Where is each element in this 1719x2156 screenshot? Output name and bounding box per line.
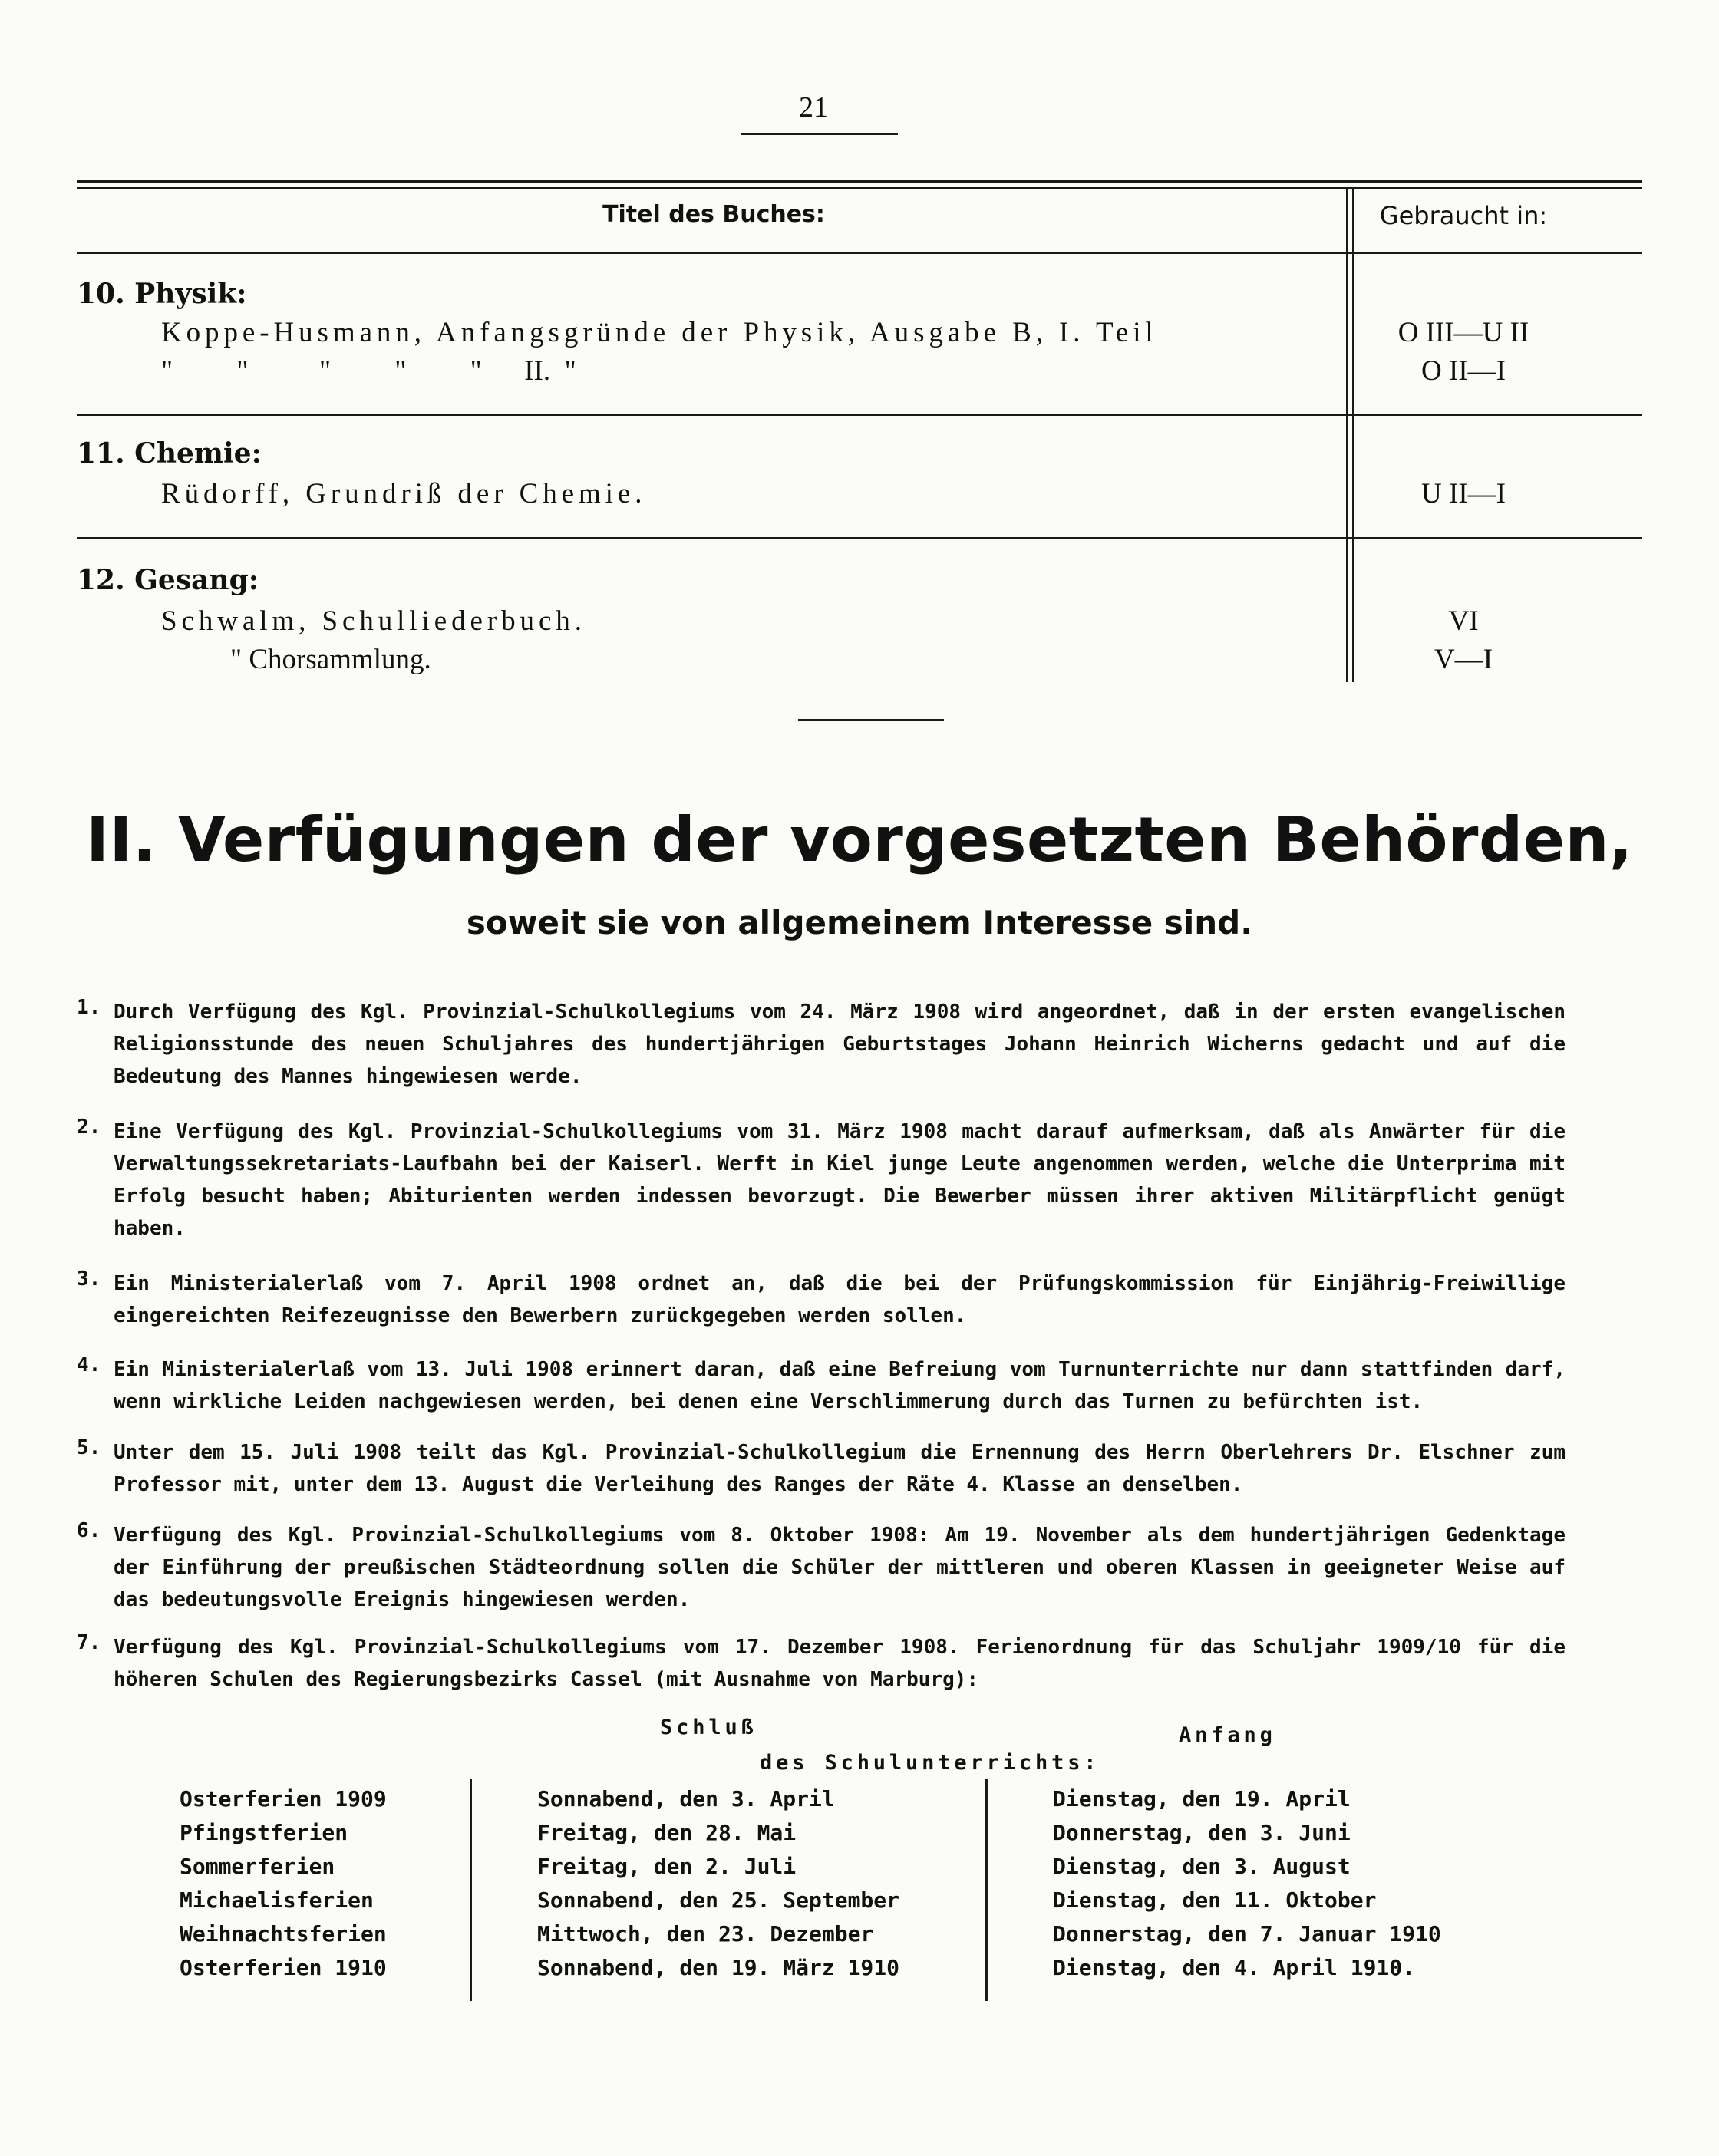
item-number: 5. — [77, 1436, 101, 1459]
holiday-end: Sonnabend, den 25. September — [537, 1887, 900, 1913]
holiday-end: Freitag, den 28. Mai — [537, 1820, 797, 1845]
item-text: Ein Ministerialerlaß vom 13. Juli 1908 erinnert daran, daß eine Befreiung vom Turnunterrichte nur dann stattfinden darf, wenn wirkliche Leiden nachgewiesen werden, bei denen eine Verschlimmerung durch das Turnen zu befürchten ist. — [114, 1358, 1566, 1413]
section-divider — [798, 719, 944, 721]
item-number: 7. — [77, 1631, 101, 1654]
subject-gesang: 12. Gesang: — [77, 564, 259, 596]
table-header-rule — [77, 252, 1642, 254]
schedule-row — [77, 1921, 1642, 1955]
table-header-used: Gebraucht in: — [1379, 201, 1548, 230]
holiday-name: Weihnachtsferien — [180, 1921, 387, 1947]
holiday-name: Sommerferien — [180, 1854, 335, 1879]
table-column-divider — [1352, 187, 1354, 682]
section-subheading: soweit sie von allgemeinem Interesse sind. — [466, 904, 1253, 941]
holiday-start: Donnerstag, den 7. Januar 1910 — [1053, 1921, 1441, 1947]
holiday-start: Dienstag, den 4. April 1910. — [1053, 1955, 1416, 1980]
item-text: Unter dem 15. Juli 1908 teilt das Kgl. Provinzial-Schulkollegium die Ernennung des Herrn Oberlehrers Dr. Elschner zum Professor mit, unter dem 13. August die Verleihung des Ranges der Räte 4. Klasse an denselben. — [114, 1441, 1566, 1496]
page-number-rule — [741, 133, 898, 135]
page-number: 21 — [799, 91, 828, 124]
book-title: " Chorsammlung. — [230, 644, 431, 675]
book-used-in: VI — [1448, 605, 1479, 637]
schedule-head-start: Anfang — [1179, 1723, 1276, 1747]
table-header-title: Titel des Buches: — [602, 201, 825, 228]
schedule-row — [77, 1887, 1642, 1921]
schedule-head-end: Schluß — [660, 1716, 757, 1739]
holiday-end: Sonnabend, den 19. März 1910 — [537, 1955, 900, 1980]
holiday-end: Sonnabend, den 3. April — [537, 1786, 835, 1812]
holiday-start: Dienstag, den 19. April — [1053, 1786, 1351, 1812]
item-number: 1. — [77, 996, 101, 1019]
item-text: Durch Verfügung des Kgl. Provinzial-Schulkollegiums vom 24. März 1908 wird angeordnet, daß in der ersten evangelischen Religionsstunde des neuen Schuljahres des hundertjährigen Geburtstages Johann Heinrich Wicherns gedacht und auf die Bedeutung des Mannes hingewiesen werde. — [114, 1001, 1566, 1088]
holiday-start: Donnerstag, den 3. Juni — [1053, 1820, 1351, 1845]
book-title: Koppe-Husmann, Anfangsgründe der Physik, Ausgabe B, I. Teil — [161, 317, 1158, 348]
holiday-name: Pfingstferien — [180, 1820, 348, 1845]
subject-rule — [77, 537, 1642, 539]
table-column-divider — [1346, 187, 1348, 682]
item-text: Eine Verfügung des Kgl. Provinzial-Schulkollegiums vom 31. März 1908 macht darauf aufmerksam, daß als Anwärter für die Verwaltungssekretariats-Laufbahn bei der Kaiserl. Werft in Kiel junge Leute angenommen werden, welche die Unterprima mit Erfolg besucht haben; Abiturienten werden indessen bevorzugt. Die Bewerber müssen ihrer aktiven Militärpflicht genügt haben. — [114, 1120, 1566, 1240]
schedule-row — [77, 1786, 1642, 1820]
holiday-name: Osterferien 1910 — [180, 1955, 387, 1980]
holiday-name: Osterferien 1909 — [180, 1786, 387, 1812]
subject-chemie: 11. Chemie: — [77, 437, 262, 470]
item-number: 3. — [77, 1268, 101, 1291]
table-top-rule — [77, 180, 1642, 183]
book-used-in: U II—I — [1421, 478, 1506, 509]
holiday-name: Michaelisferien — [180, 1887, 374, 1913]
holiday-start: Dienstag, den 11. Oktober — [1053, 1887, 1377, 1913]
subject-physik: 10. Physik: — [77, 278, 247, 310]
book-used-in: O II—I — [1421, 355, 1506, 387]
item-text: Ein Ministerialerlaß vom 7. April 1908 ordnet an, daß die bei der Prüfungskommission für Einjährig-Freiwillige eingereichten Reifezeugnisse den Bewerbern zurückgegeben werden sollen. — [114, 1272, 1566, 1327]
book-title: Schwalm, Schulliederbuch. — [161, 605, 586, 637]
book-used-in: O III—U II — [1397, 317, 1529, 348]
item-text: Verfügung des Kgl. Provinzial-Schulkollegiums vom 8. Oktober 1908: Am 19. November als dem hundertjährigen Gedenktage der Einführung der preußischen Städteordnung sollen die Schüler der mittleren und oberen Klassen in geeigneter Weise auf das bedeutungsvolle Ereignis hingewiesen werden. — [114, 1524, 1566, 1611]
item-number: 6. — [77, 1519, 101, 1542]
holiday-end: Mittwoch, den 23. Dezember — [537, 1921, 874, 1947]
item-text: Verfügung des Kgl. Provinzial-Schulkollegiums vom 17. Dezember 1908. Ferienordnung für das Schuljahr 1909/10 für die höheren Schulen des Regierungsbezirks Cassel (mit Ausnahme von Marburg): — [114, 1636, 1566, 1691]
schedule-row — [77, 1955, 1642, 1989]
book-title: " " " " " II. " — [161, 355, 576, 387]
table-top-rule-thin — [77, 187, 1642, 189]
schedule-row — [77, 1854, 1642, 1887]
section-heading: II. Verfügungen der vorgesetzten Behörden, — [86, 804, 1633, 875]
schedule-row — [77, 1820, 1642, 1854]
subject-rule — [77, 414, 1642, 416]
book-used-in: V—I — [1434, 644, 1493, 675]
holiday-end: Freitag, den 2. Juli — [537, 1854, 797, 1879]
item-number: 4. — [77, 1353, 101, 1376]
item-number: 2. — [77, 1116, 101, 1139]
schedule-head-common: des Schulunterrichts: — [760, 1751, 1100, 1775]
book-title: Rüdorff, Grundriß der Chemie. — [161, 478, 647, 509]
holiday-start: Dienstag, den 3. August — [1053, 1854, 1351, 1879]
